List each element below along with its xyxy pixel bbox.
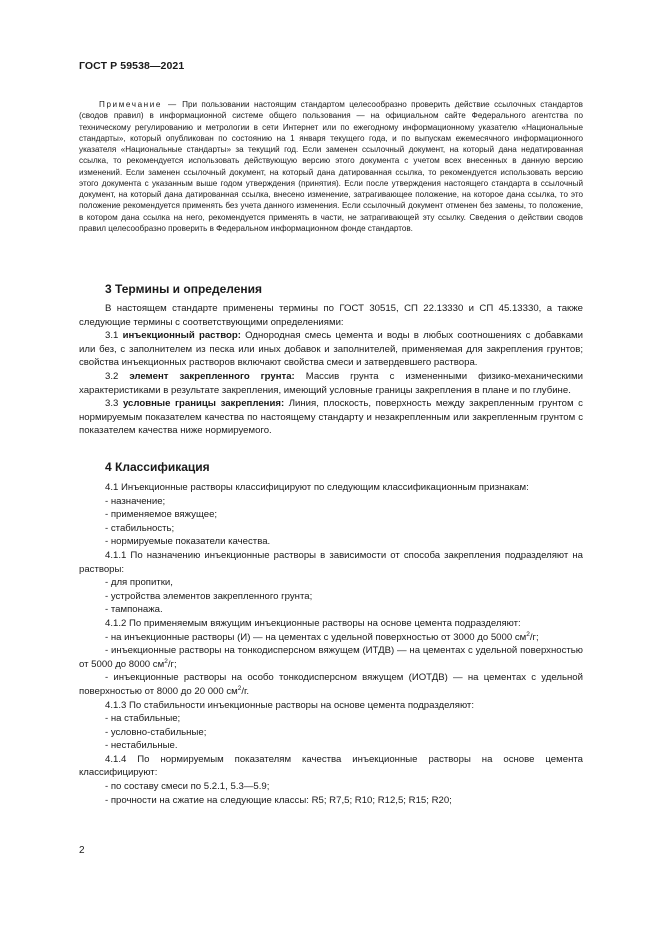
list-item: - стабильность; [105,522,175,534]
list-item-binder-i: - на инъекционные растворы (И) — на цементах с удельной поверхностью от 3000 до 5000 $см^2/г$; [105,630,539,643]
term-name: инъекционный раствор: [122,330,241,342]
term-number: 3.3 [105,398,119,410]
page-number: 2 [79,845,85,856]
list-item: - прочности на сжатие на следующие классы: R5; R7,5; R10; R12,5; R15; R20; [105,794,452,806]
list-item-binder-itdv: - инъекционные растворы на тонкодисперсном вяжущем (ИТДВ) — на цементах с удельной поверхностью от 5000 до 8000 $см^2/г$; [79,645,583,670]
list-item: - устройства элементов закрепленного грунта; [105,590,313,602]
term-definition: Однородная смесь цемента и воды в любых соотношениях с добавками или без, с заполнителем из песка или иных добавок и заполнителей, применяемая для закрепления грунтов; свойства инъекционных растворов включают свойства смеси и затвердевшего раствора. [79,330,583,369]
list-item: - на стабильные; [105,713,181,725]
section-3-title: 3 Термины и определения [105,282,263,296]
section-3-intro: В настоящем стандарте применены термины по ГОСТ 30515, СП 22.13330 и СП 45.13330, а также следующие термины с соответствующими определениями: [79,303,583,328]
section-4-body [79,481,583,807]
section-3-body [79,302,583,438]
clause-4-1-1: 4.1.1 По назначению инъекционные растворы в зависимости от способа закрепления подразделяют на растворы: [79,549,583,575]
list-item: - применяемое вяжущее; [105,509,218,521]
section-4-title: 4 Классификация [105,460,210,474]
list-item: - нестабильные. [105,740,178,752]
list-item: - для пропитки, [105,577,173,589]
note-text: При пользовании настоящим стандартом целесообразно проверить действие ссылочных стандартов (сводов правил) в информационной системе общего пользования — на официальном сайте Федерального агентства по техническому регулированию и метрологии в сети Интернет или по ежегодному информационному указателю «Национальные стандарты», который опубликован по состоянию на 1 января текущего года, и по выпускам ежемесячного информационного указателя «Национальные стандарты» за текущий год. Если заменен ссылочный документ, на который дана недатированная ссылка, то рекомендуется использовать действующую версию этого документа с учетом всех внесенных в данную версию изменений. Если заменен ссылочный документ, на который дана датированная ссылка, то рекомендуется использовать версию этого документа с указанным выше годом утверждения (принятия). Если после утверждения настоящего стандарта в ссылочный документ, на который дана датированная ссылка, внесено изменение, затрагивающее положение, на которое дана ссылка, то это положение рекомендуется применять без учета данного изменения. Если ссылочный документ отменен без замены, то положение, в котором дана ссылка на него, рекомендуется применять в части, не затрагивающей эту ссылку. Сведения о действии сводов правил целесообразно проверить в Федеральном информационном фонде стандартов. [79,100,583,233]
reference-note [79,99,583,234]
clause-4-1-3: 4.1.3 По стабильности инъекционные растворы на основе цемента подразделяют: [105,699,474,711]
clause-4-1: 4.1 Инъекционные растворы классифицируют по следующим классификационным признакам: [105,482,529,493]
term-3-2 [79,370,583,397]
list-item: - условно-стабильные; [105,726,207,738]
term-number: 3.1 [105,330,119,342]
document-header: ГОСТ Р 59538—2021 [79,60,185,72]
list-item: - назначение; [105,495,166,507]
term-name: условные границы закрепления: [122,398,285,410]
term-definition: Массив грунта с измененными физико-механическими характеристиками в результате закрепления, имеющий условные границы закрепления в плане и по глубине. [79,370,583,396]
list-item-binder-iotdv: - инъекционные растворы на особо тонкодисперсном вяжущем (ИОТДВ) — на цементах с удельной поверхностью от 8000 до 20 000 $см^2/г$. [79,672,583,697]
term-definition: Линия, плоскость, поверхность между закрепленным грунтом с нормируемым показателем качества по настоящему стандарту и незакрепленным или закрепленным грунтом с показателем качества ниже нормируемого. [79,398,583,437]
term-3-3 [79,397,583,438]
list-item: - по составу смеси по 5.2.1, 5.3—5.9; [105,781,270,793]
term-number: 3.2 [105,370,119,382]
clause-4-1-2: 4.1.2 По применяемым вяжущим инъекционные растворы на основе цемента подразделяют: [105,617,521,629]
term-name: элемент закрепленного грунта: [129,370,295,382]
note-label: Примечание — [99,100,178,109]
clause-4-1-4: 4.1.4 По нормируемым показателям качества инъекционные растворы на основе цемента классифицируют: [79,753,583,779]
term-3-1 [79,329,583,370]
list-item: - нормируемые показатели качества. [105,536,271,548]
list-item: - тампонажа. [105,604,163,616]
